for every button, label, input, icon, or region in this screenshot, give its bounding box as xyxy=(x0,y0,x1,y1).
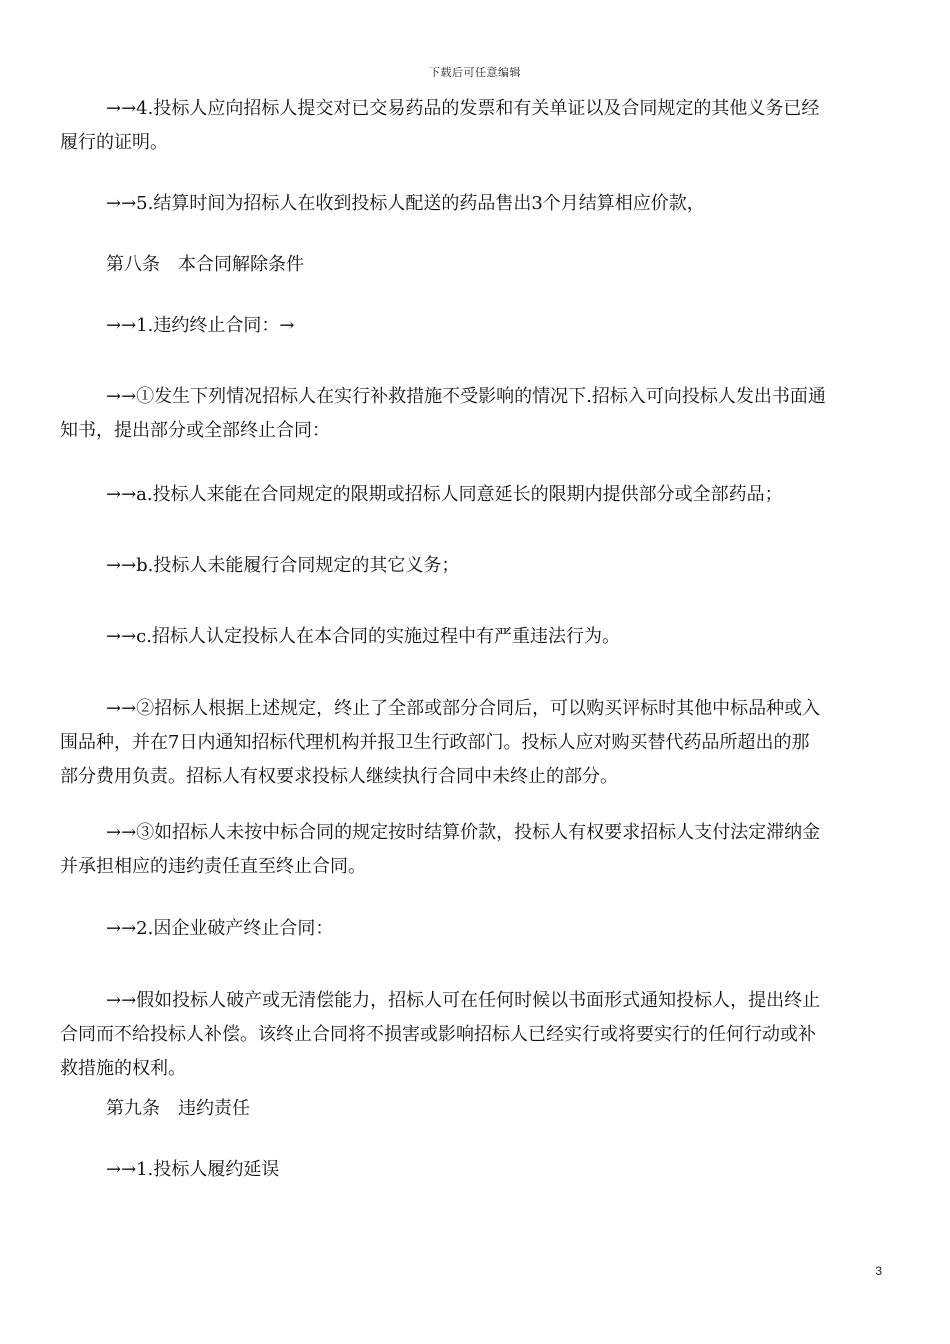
paragraph-bankruptcy-detail xyxy=(60,984,880,1086)
paragraph-line: 救措施的权利。 xyxy=(60,1058,186,1079)
section-heading: 第八条 本合同解除条件 xyxy=(106,254,304,275)
article-9-heading xyxy=(60,1092,880,1126)
page-number: 3 xyxy=(875,1264,882,1278)
paragraph-bankruptcy xyxy=(60,912,880,946)
article-8-heading xyxy=(60,248,880,282)
paragraph-line: →→假如投标人破产或无清偿能力，招标人可在任何时候以书面形式通知投标人，提出终止 xyxy=(106,990,821,1011)
paragraph-b xyxy=(60,549,880,583)
paragraph-line: →→1.违约终止合同：→ xyxy=(106,315,295,336)
section-heading: 第九条 违约责任 xyxy=(106,1098,250,1119)
paragraph-delay xyxy=(60,1153,880,1187)
paragraph-line: →→c.招标人认定投标人在本合同的实施过程中有严重违法行为。 xyxy=(106,626,620,647)
paragraph-5-settlement xyxy=(60,187,880,221)
paragraph-circle-1 xyxy=(60,380,880,448)
paragraph-line: →→2.因企业破产终止合同： xyxy=(106,918,334,939)
paragraph-line: →→5.结算时间为招标人在收到投标人配送的药品售出3个月结算相应价款， xyxy=(106,193,705,214)
paragraph-line: →→③如招标人未按中标合同的规定按时结算价款，投标人有权要求招标人支付法定滞纳金 xyxy=(106,822,821,843)
paragraph-line: →→①发生下列情况招标人在实行补救措施不受影响的情况下.招标入可向投标人发出书面通 xyxy=(106,386,826,407)
paragraph-line: 围品种，并在7日内通知招标代理机构并报卫生行政部门。投标人应对购买替代药品所超出的那 xyxy=(60,732,810,753)
paragraph-line: 合同而不给投标人补偿。该终止合同将不损害或影响招标人已经实行或将要实行的任何行动或补 xyxy=(60,1024,816,1045)
paragraph-circle-2 xyxy=(60,692,880,794)
paragraph-line: 部分费用负责。招标人有权要求投标人继续执行合同中未终止的部分。 xyxy=(60,766,618,787)
paragraph-4-invoice xyxy=(60,92,880,160)
paragraph-a xyxy=(60,478,880,512)
paragraph-line: →→②招标人根据上述规定，终止了全部或部分合同后，可以购买评标时其他中标品种或入 xyxy=(106,698,821,719)
paragraph-line: 并承担相应的违约责任直至终止合同。 xyxy=(60,856,366,877)
paragraph-line: →→b.投标人未能履行合同规定的其它义务； xyxy=(106,555,460,576)
paragraph-c xyxy=(60,620,880,654)
paragraph-line: →→a.投标人来能在合同规定的限期或招标人同意延长的限期内提供部分或全部药品； xyxy=(106,484,783,505)
paragraph-line: 知书，提出部分或全部终止合同： xyxy=(60,420,330,441)
paragraph-line: →→4.投标人应向招标人提交对已交易药品的发票和有关单证以及合同规定的其他义务已经 xyxy=(106,98,820,119)
paragraph-line: →→1.投标人履约延误 xyxy=(106,1159,280,1180)
paragraph-line: 履行的证明。 xyxy=(60,132,168,153)
paragraph-breach-termination xyxy=(60,309,880,343)
paragraph-circle-3 xyxy=(60,816,880,884)
page-header: 下载后可任意编辑 xyxy=(429,66,521,79)
